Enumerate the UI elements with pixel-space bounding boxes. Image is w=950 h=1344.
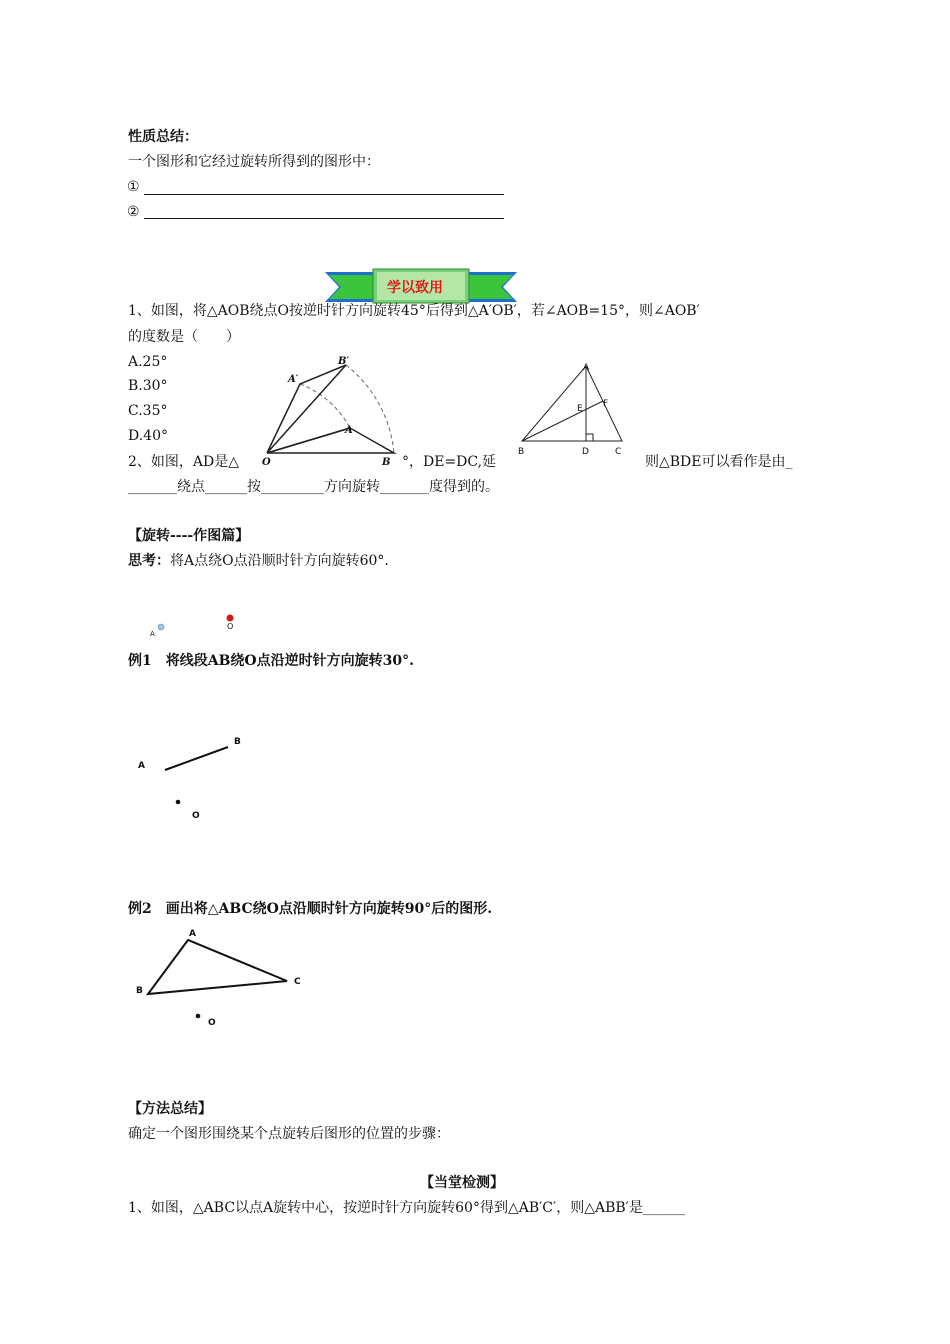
summary-item-2-marker: ②	[127, 204, 140, 220]
q1-line2: 的度数是（ ）	[128, 329, 240, 345]
point-a-blue	[158, 624, 164, 630]
think-label: 思考：	[128, 553, 170, 569]
ex2-label-c: C	[294, 977, 301, 987]
example-2-figure	[130, 925, 310, 1030]
q1-option-c[interactable]: C.35°	[128, 403, 168, 419]
ex1-label-o: O	[192, 811, 200, 821]
triangle-a-prime-o-b-prime	[267, 365, 346, 453]
fig2-label-a: A	[583, 363, 590, 373]
think-figure	[145, 608, 245, 640]
point-o	[176, 800, 181, 805]
figure-rotation-aob	[258, 350, 418, 470]
ex2-label-a: A	[189, 929, 196, 939]
segment-oa	[267, 428, 350, 453]
ex2-label-o: O	[208, 1018, 216, 1028]
segment-ab	[165, 747, 228, 770]
think-text: 将A点绕O点沿顺时针方向旋转60°.	[170, 553, 389, 569]
q2-line2: _______绕点______按_________方向旋转_______度得到的。	[128, 479, 499, 495]
example-1-text: 例1 将线段AB绕O点沿逆时针方向旋转30°.	[128, 653, 414, 669]
ex1-label-a: A	[138, 761, 145, 771]
fig2-overlap-cover	[512, 442, 632, 463]
method-text: 确定一个图形围绕某个点旋转后图形的位置的步骤：	[128, 1126, 450, 1142]
arc-a-to-a-prime	[300, 384, 350, 428]
think-line	[128, 552, 389, 570]
ex1-label-b: B	[234, 737, 241, 747]
method-heading: 【方法总结】	[128, 1101, 212, 1117]
summary-intro: 一个图形和它经过旋转所得到的图形中：	[128, 154, 380, 170]
fig2-label-b: B	[518, 447, 525, 457]
figure-altitude-triangle	[512, 358, 632, 463]
q1-option-b[interactable]: B.30°	[128, 378, 168, 394]
q1-option-a[interactable]: A.25°	[128, 354, 168, 370]
fig2-label-d: D	[582, 447, 589, 457]
point-o-red	[227, 615, 234, 622]
drawing-heading: 【旋转----作图篇】	[128, 528, 250, 544]
example-1-figure	[130, 730, 260, 825]
q1-option-d[interactable]: D.40°	[128, 428, 168, 444]
fig2-label-f: F	[603, 399, 609, 409]
ribbon-right-tail-inner	[469, 275, 513, 299]
ribbon-left-tail-inner	[329, 275, 373, 299]
fig1-label-o: O	[262, 457, 271, 468]
example-2-text: 例2 画出将△ABC绕O点沿顺时针方向旋转90°后的图形.	[128, 901, 493, 917]
fig1-label-a-prime: A′	[288, 374, 299, 385]
summary-heading: 性质总结：	[128, 129, 198, 145]
summary-item-1-marker: ①	[127, 179, 140, 195]
think-label-a: A	[150, 630, 155, 638]
q2-line1-part3: 则△BDE可以看作是由_	[645, 454, 793, 470]
point-o	[196, 1014, 201, 1019]
banner-label: 学以致用	[387, 280, 443, 296]
right-angle-mark	[586, 434, 593, 441]
summary-item-1-blank[interactable]	[144, 194, 504, 195]
fig1-label-b: B	[382, 457, 391, 468]
check-q1: 1、如图，△ABC以点A旋转中心，按逆时针方向旋转60°得到△AB′C′，则△ABB′是______	[128, 1200, 685, 1216]
segment-bf	[522, 401, 603, 441]
fig1-label-b-prime: B′	[338, 356, 350, 367]
think-label-o: O	[227, 622, 234, 631]
triangle-abc	[148, 940, 287, 994]
check-heading: 【当堂检测】	[420, 1175, 504, 1191]
ex2-label-b: B	[136, 986, 143, 996]
q2-line1-part2: °，DE=DC,延	[402, 454, 497, 470]
fig2-label-e: E	[577, 404, 583, 414]
summary-item-2-blank[interactable]	[144, 218, 504, 219]
q1-line1: 1、如图，将△AOB绕点O按逆时针方向旋转45°后得到△A′OB′，若∠AOB=15°，则∠AOB′	[128, 303, 700, 319]
fig2-label-c: C	[615, 447, 622, 457]
q2-line1-part1: 2、如图，AD是△	[128, 454, 240, 470]
fig1-label-a: A	[345, 425, 353, 436]
